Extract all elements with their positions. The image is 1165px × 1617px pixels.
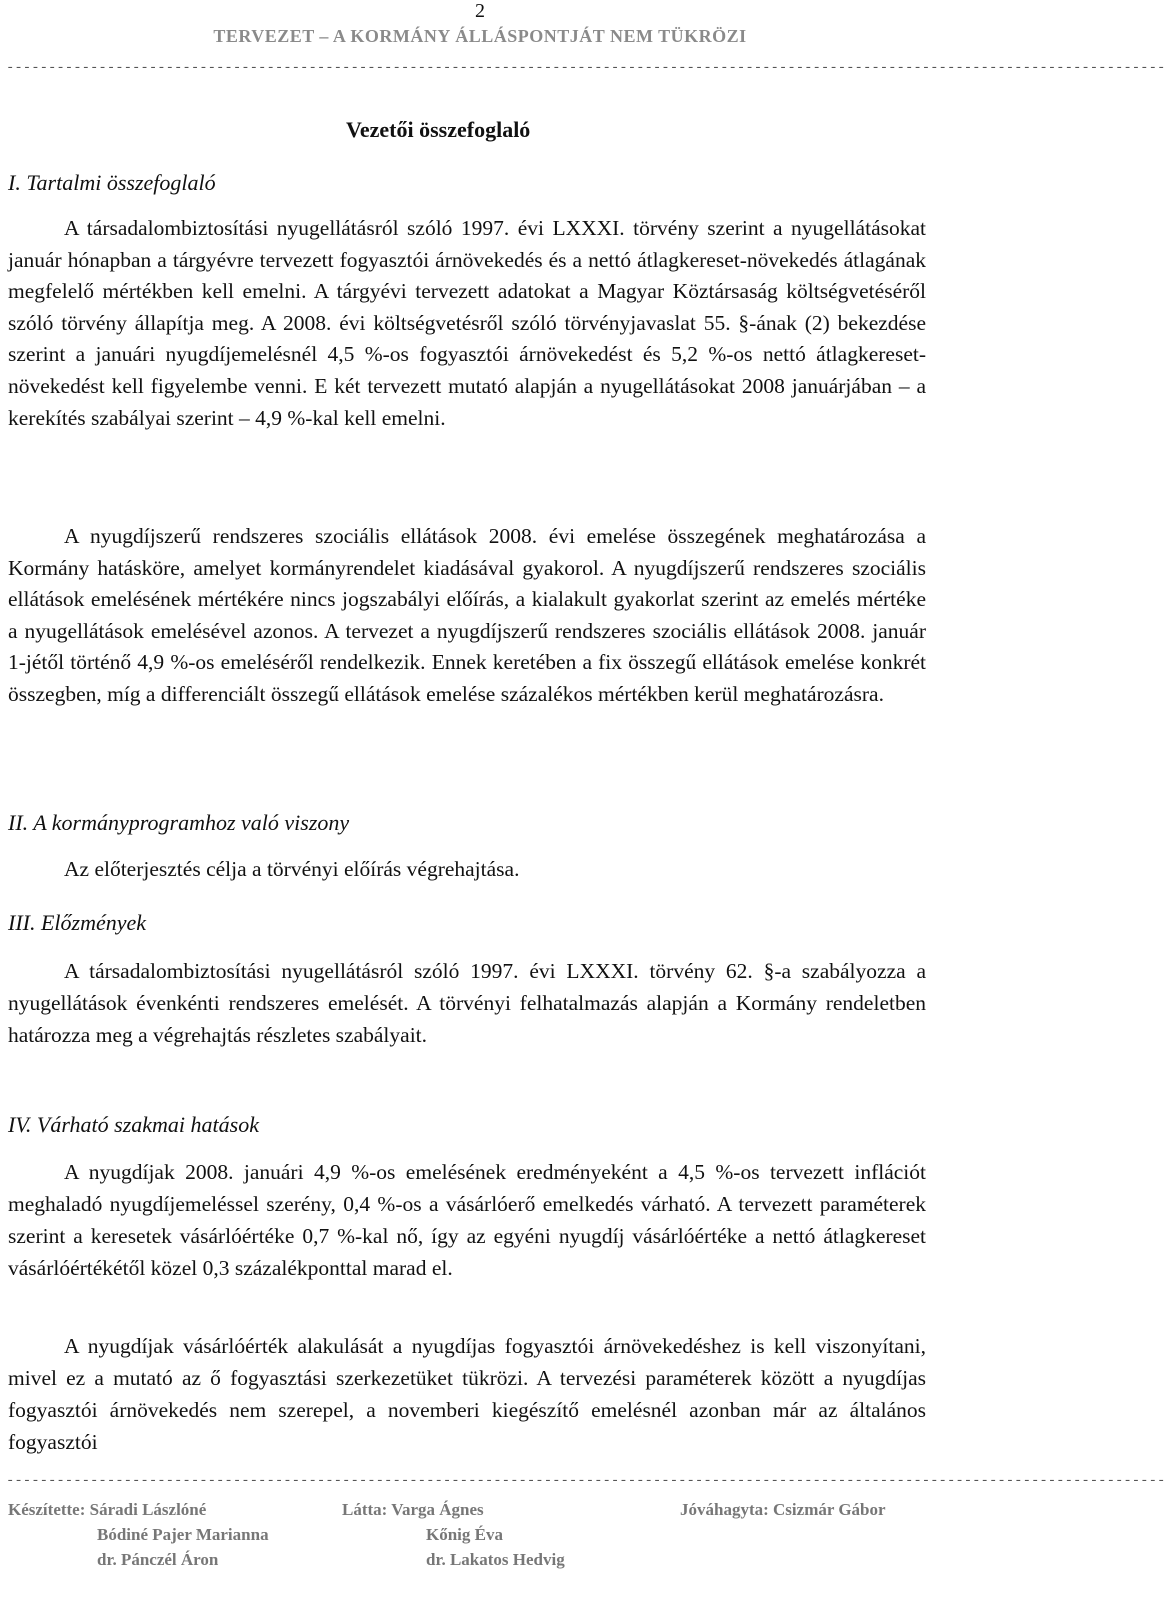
paragraph-text: Az előterjesztés célja a törvényi előírás végrehajtása.: [64, 857, 520, 881]
paragraph-text: A társadalombiztosítási nyugellátásról szóló 1997. évi LXXXI. törvény 62. §-a szabályozza a nyugellátások évenkénti rendszeres emelését. A törvényi felhatalmazás alapján a Kormány rendeletben határozza meg a végrehajtás részletes szabályait.: [8, 959, 926, 1047]
document-title: Vezetői összefoglaló: [346, 117, 531, 142]
seen-by-name-2: Kőnig Éva: [426, 1525, 503, 1544]
seen-by-label: Látta: Varga Ágnes: [342, 1500, 484, 1519]
footer-approved-by: [680, 1497, 886, 1522]
section-4-title: IV. Várható szakmai hatások: [8, 1112, 259, 1137]
section-3-paragraph: [8, 955, 926, 1051]
section-2-paragraph: [8, 853, 926, 885]
section-4-paragraph-1: [8, 1156, 926, 1284]
section-1-paragraph-2: [8, 521, 926, 711]
prepared-by-name-3: dr. Pánczél Áron: [97, 1550, 219, 1569]
approved-by-label: Jóváhagyta: Csizmár Gábor: [680, 1500, 886, 1519]
footer-prepared-by: [8, 1497, 269, 1572]
prepared-by-name-2: Bódiné Pajer Marianna: [97, 1525, 269, 1544]
page-number: 2: [475, 0, 485, 22]
paragraph-text: A nyugdíjszerű rendszeres szociális ellátások 2008. évi emelése összegének meghatározása a Kormány hatásköre, amelyet kormányrendelet kiadásával gyakorol. A nyugdíjszerű rendszeres szociális ellátások emelésének mértékére nincs jogszabályi előírás, a kialakult gyakorlat szerint az emelés mértéke a nyugellátások emelésével azonos. A tervezet a nyugdíjszerű rendszeres szociális ellátások 2008. január 1-jétől történő 4,9 %-os emeléséről rendelkezik. Ennek keretében a fix összegű ellátások emelése konkrét összegben, míg a differenciált összegű ellátások emelése százalékos mértékben kerül meghatározásra.: [8, 524, 926, 706]
paragraph-text: A nyugdíjak vásárlóérték alakulását a nyugdíjas fogyasztói árnövekedéshez is kell viszonyítani, mivel ez a mutató az ő fogyasztási szerkezetüket tükrözi. A tervezési paraméterek között a nyugdíjas fogyasztói árnövekedés nem szerepel, a novemberi kiegészítő emelésnél azonban már az általános fogyasztói: [8, 1334, 926, 1454]
section-1-paragraph-1: [8, 213, 926, 434]
section-3-title: III. Előzmények: [8, 910, 147, 935]
seen-by-name-3: dr. Lakatos Hedvig: [426, 1550, 565, 1569]
draft-header: TERVEZET – A KORMÁNY ÁLLÁSPONTJÁT NEM TÜKRÖZI: [213, 26, 747, 46]
section-4-paragraph-2: [8, 1330, 926, 1458]
paragraph-text: A nyugdíjak 2008. januári 4,9 %-os emelésének eredményeként a 4,5 %-os tervezett inflációt meghaladó nyugdíjemeléssel szerény, 0,4 %-os a vásárlóerő emelkedés várható. A tervezett paraméterek szerint a keresetek vásárlóértéke 0,7 %-kal nő, így az egyéni nyugdíj vásárlóértéke a nettó átlagkereset vásárlóértékétől közel 0,3 százalékponttal marad el.: [8, 1160, 926, 1280]
paragraph-text: A társadalombiztosítási nyugellátásról szóló 1997. évi LXXXI. törvény szerint a nyugellátásokat január hónapban a tárgyévre tervezett fogyasztói árnövekedés és a nettó átlagkereset-növekedés átlagának megfelelő mértékben kell emelni. A tárgyévi tervezett adatokat a Magyar Köztársaság költségvetéséről szóló törvény állapítja meg. A 2008. évi költségvetésről szóló törvényjavaslat 55. §-ának (2) bekezdése szerint a januári nyugdíjemelésnél 4,5 %-os fogyasztói árnövekedést és 5,2 %-os nettó átlagkereset-növekedést kell figyelembe venni. E két tervezett mutató alapján a nyugellátásokat 2008 januárjában – a kerekítés szabályai szerint – 4,9 %-kal kell emelni.: [8, 216, 926, 430]
section-2-title: II. A kormányprogramhoz való viszony: [8, 810, 350, 835]
prepared-by-label: Készítette: Sáradi Lászlóné: [8, 1500, 207, 1519]
section-1-title: I. Tartalmi összefoglaló: [8, 170, 216, 195]
footer-seen-by: [342, 1497, 565, 1572]
header-separator: ------------------------------------------------------------------------------------------------------------------------------------------: [6, 60, 1165, 76]
footer-separator: ------------------------------------------------------------------------------------------------------------------------------------------: [6, 1473, 1165, 1489]
